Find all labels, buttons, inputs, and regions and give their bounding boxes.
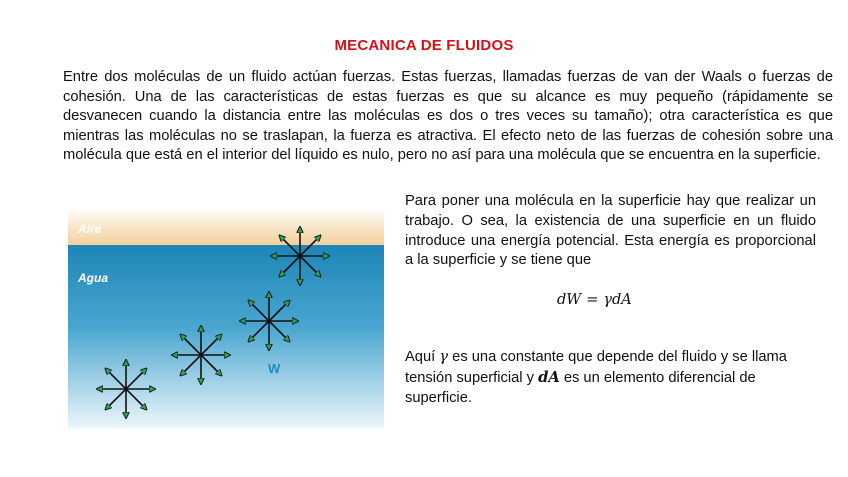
work-label: W — [268, 361, 281, 376]
gamma-symbol: γ — [439, 348, 449, 365]
page-title: MECANICA DE FLUIDOS — [334, 37, 514, 54]
formula-equals: = — [586, 292, 599, 308]
formula-rhs: γdA — [603, 292, 632, 308]
molecule-4 — [102, 365, 150, 413]
water-label: Agua — [78, 271, 108, 285]
surface-tension-figure — [68, 207, 384, 429]
intro-paragraph: Entre dos moléculas de un fluido actúan fuerzas. Estas fuerzas, llamadas fuerzas de van der Waals o fuerzas de cohesión. Una de las características de estas fuerzas es que su alcance es muy pequeño (rápidamente se desvanecen cuando la distancia entre las moléculas es dos o tres veces su tamaño); otra característica es que mientras las moléculas no se traslapan, la fuerza es atractiva. El efecto neto de las fuerzas de cohesión sobre una molécula que está en el interior del líquido es nulo, pero no así para una molécula que se encuentra en la superficie. — [63, 69, 833, 164]
molecule-3 — [177, 331, 225, 379]
molecules-illustration — [68, 207, 384, 429]
note-text-1: Aquí — [405, 349, 440, 365]
work-paragraph: Para poner una molécula en la superficie hay que realizar un trabajo. O sea, la existencia de una superficie en un fluido introduce una energía potencial. Esta energía es proporcional a la superficie y se tiene que — [405, 193, 816, 269]
note-text-3: es un elemento diferencial de superficie. — [405, 369, 756, 406]
water-region — [68, 245, 384, 429]
da-symbol: dA — [538, 368, 560, 386]
formula-lhs: dW — [557, 292, 582, 308]
tension-note — [405, 347, 825, 408]
molecule-2 — [245, 297, 293, 345]
molecule-1 — [276, 232, 324, 280]
air-label: Aire — [78, 222, 102, 236]
energy-formula — [557, 292, 632, 308]
note-text-2: es una constante que depende del fluido y se llama tensión superficial y — [405, 349, 787, 386]
air-region — [68, 207, 384, 245]
